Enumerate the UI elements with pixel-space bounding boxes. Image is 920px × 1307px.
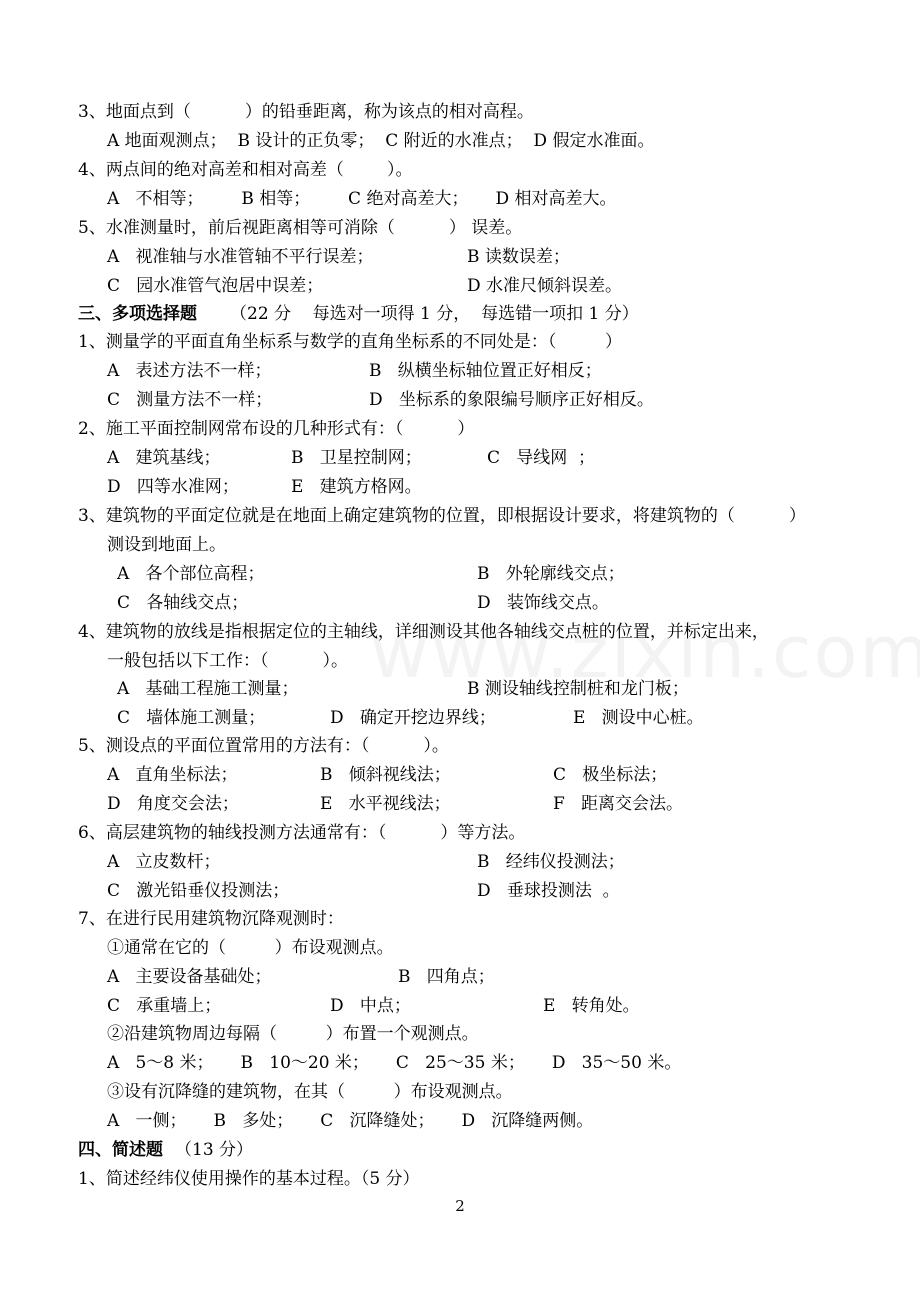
text-segment: 4、建筑物的放线是指根据定位的主轴线，详细测设其他各轴线交点桩的位置，并标定出来，: [78, 622, 769, 642]
text-line: [0, 102, 920, 122]
text-segment: D 坐标系的象限编号顺序正好相反。: [369, 390, 654, 410]
text-line: [0, 823, 920, 843]
text-segment: C 测量方法不一样；: [107, 390, 273, 410]
text-segment: 5、测设点的平面位置常用的方法有：（ ）。: [78, 736, 449, 756]
text-line: [0, 131, 920, 151]
text-segment: C 各轴线交点；: [117, 593, 249, 613]
text-line: [0, 564, 920, 584]
text-segment: 三、多项选择题: [78, 304, 197, 324]
text-segment: 2、施工平面控制网常布设的几种形式有：（ ）: [78, 419, 475, 439]
text-segment: B 经纬仪投测法；: [477, 852, 625, 872]
text-line: [0, 276, 920, 296]
text-segment: C 导线网 ；: [487, 448, 596, 468]
text-segment: 3、建筑物的平面定位就是在地面上确定建筑物的位置，即根据设计要求，将建筑物的（ ）: [78, 506, 806, 526]
text-segment: E 水平视线法；: [320, 794, 451, 814]
text-segment: D 垂球投测法 。: [477, 881, 620, 901]
text-segment: D 四等水准网；: [107, 477, 239, 497]
text-segment: B 四角点；: [398, 967, 495, 987]
text-segment: D 确定开挖边界线；: [330, 708, 496, 728]
text-segment: 1、测量学的平面直角坐标系与数学的直角坐标系的不同处是：（ ）: [78, 332, 622, 352]
text-segment: C 墙体施工测量；: [117, 708, 266, 728]
text-line: [0, 506, 920, 526]
text-segment: C 园水准管气泡居中误差；: [107, 276, 324, 296]
text-line: [0, 1169, 920, 1189]
text-segment: 测设到地面上。: [107, 535, 226, 555]
text-line: [0, 1082, 920, 1102]
text-line: [0, 765, 920, 785]
text-segment: D 水准尺倾斜误差。: [467, 276, 623, 296]
text-segment: D 装饰线交点。: [477, 593, 609, 613]
section-heading: [0, 304, 920, 324]
text-segment: 5、水准测量时，前后视距离相等可消除（ ） 误差。: [78, 218, 523, 238]
text-segment: A 直角坐标法；: [107, 765, 238, 785]
text-line: [0, 332, 920, 352]
text-line: [0, 448, 920, 468]
text-line: [0, 247, 920, 267]
text-line: [0, 909, 920, 929]
text-line: [0, 477, 920, 497]
text-segment: ①通常在它的（ ）布设观测点。: [107, 938, 394, 958]
text-line: [0, 996, 920, 1016]
text-segment: B 测设轴线控制桩和龙门板；: [467, 679, 689, 699]
text-line: [0, 852, 920, 872]
text-segment: B 倾斜视线法；: [320, 765, 451, 785]
text-line: [0, 535, 920, 555]
text-line: [0, 651, 920, 671]
text-segment: 四、简述题: [78, 1140, 163, 1160]
text-segment: A 建筑基线；: [107, 448, 221, 468]
text-segment: B 外轮廓线交点；: [477, 564, 625, 584]
text-segment: A 5～8 米； B 10～20 米； C 25～35 米； D 35～50 米。: [107, 1053, 682, 1073]
text-line: [0, 1053, 920, 1073]
text-segment: C 极坐标法；: [553, 765, 668, 785]
text-line: [0, 938, 920, 958]
text-segment: A 地面观测点； B 设计的正负零； C 附近的水准点； D 假定水准面。: [107, 131, 655, 151]
text-segment: 一般包括以下工作：（ ）。: [107, 651, 349, 671]
text-line: [0, 189, 920, 209]
text-segment: A 一侧； B 多处； C 沉降缝处； D 沉降缝两侧。: [107, 1111, 594, 1131]
text-segment: A 立皮数杆；: [107, 852, 221, 872]
text-line: [0, 679, 920, 699]
text-segment: C 激光铅垂仪投测法；: [107, 881, 290, 901]
text-segment: A 表述方法不一样；: [107, 361, 272, 381]
page-number: 2: [455, 1197, 465, 1215]
text-segment: E 转角处。: [543, 996, 640, 1016]
text-segment: 4、两点间的绝对高差和相对高差（ ）。: [78, 160, 413, 180]
text-line: [0, 419, 920, 439]
text-segment: B 读数误差；: [467, 247, 570, 267]
text-segment: D 中点；: [330, 996, 411, 1016]
text-segment: 3、地面点到（ ）的铅垂距离，称为该点的相对高程。: [78, 102, 534, 122]
text-line: [0, 361, 920, 381]
text-line: [0, 160, 920, 180]
text-segment: D 角度交会法；: [107, 794, 239, 814]
text-segment: F 距离交会法。: [553, 794, 684, 814]
text-segment: 7、在进行民用建筑物沉降观测时：: [78, 909, 344, 929]
text-line: [0, 390, 920, 410]
text-segment: E 测设中心桩。: [573, 708, 704, 728]
text-line: [0, 967, 920, 987]
text-segment: A 基础工程施工测量；: [117, 679, 299, 699]
text-line: [0, 1111, 920, 1131]
section-heading: [0, 1140, 920, 1160]
text-segment: ③设有沉降缝的建筑物，在其（ ）布设观测点。: [107, 1082, 513, 1102]
text-segment: ②沿建筑物周边每隔（ ）布置一个观测点。: [107, 1024, 479, 1044]
text-segment: B 卫星控制网；: [291, 448, 422, 468]
text-line: [0, 736, 920, 756]
text-line: [0, 794, 920, 814]
text-segment: C 承重墙上；: [107, 996, 222, 1016]
text-segment: A 不相等； B 相等； C 绝对高差大； D 相对高差大。: [107, 189, 617, 209]
text-segment: A 各个部位高程；: [117, 564, 265, 584]
text-line: [0, 1024, 920, 1044]
text-segment: B 纵横坐标轴位置正好相反；: [369, 361, 602, 381]
text-line: [0, 881, 920, 901]
text-segment: A 主要设备基础处；: [107, 967, 272, 987]
text-segment: 1、简述经纬仪使用操作的基本过程。（5 分）: [78, 1169, 420, 1189]
text-segment: A 视准轴与水准管轴不平行误差；: [107, 247, 374, 267]
text-segment: E 建筑方格网。: [291, 477, 422, 497]
text-line: [0, 708, 920, 728]
text-segment: 6、高层建筑物的轴线投测方法通常有：（ ）等方法。: [78, 823, 526, 843]
text-segment: （22 分 每选对一项得 1 分， 每选错一项扣 1 分）: [230, 304, 639, 324]
text-line: [0, 218, 920, 238]
text-segment: （13 分）: [175, 1140, 254, 1160]
text-line: [0, 622, 920, 642]
text-line: [0, 593, 920, 613]
